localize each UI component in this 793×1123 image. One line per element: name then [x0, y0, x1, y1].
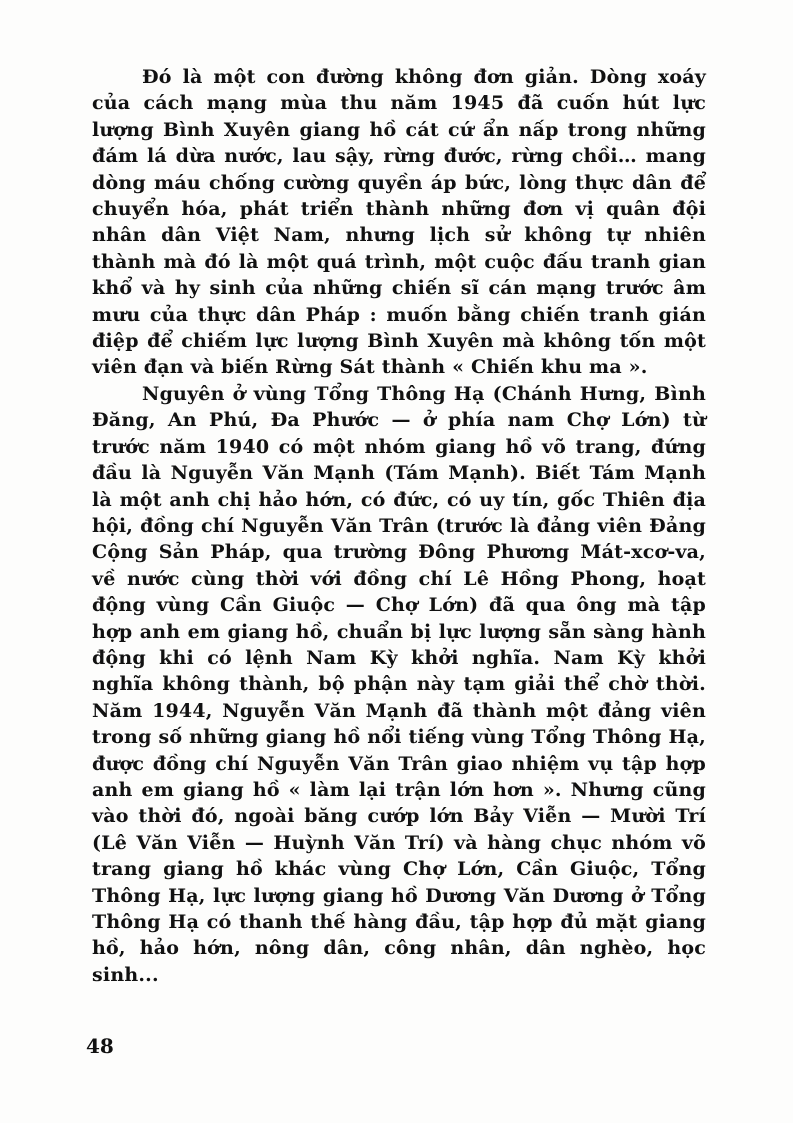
body-text [92, 64, 706, 988]
paragraph-1: Đó là một con đường không đơn giản. Dòng xoáy của cách mạng mùa thu năm 1945 đã cuốn hút lực lượng Bình Xuyên giang hồ cát cứ ẩn nấp trong những đám lá dừa nước, lau sậy, rừng đước, rừng chồi… mang dòng máu chống cường quyền áp bức, lòng thực dân để chuyển hóa, phát triển thành những đơn vị quân đội nhân dân Việt Nam, nhưng lịch sử không tự nhiên thành mà đó là một quá trình, một cuộc đấu tranh gian khổ và hy sinh của những chiến sĩ cán mạng trước âm mưu của thực dân Pháp : muốn bằng chiến tranh gián điệp để chiếm lực lượng Bình Xuyên mà không tốn một viên đạn và biến Rừng Sát thành « Chiến khu ma ». [92, 66, 706, 379]
page-number: 48 [86, 1034, 114, 1058]
paragraph-2: Nguyên ở vùng Tổng Thông Hạ (Chánh Hưng, Bình Đăng, An Phú, Đa Phước — ở phía nam Chợ Lớn) từ trước năm 1940 có một nhóm giang hồ võ trang, đứng đầu là Nguyễn Văn Mạnh (Tám Mạnh). Biết Tám Mạnh là một anh chị hảo hớn, có đức, có uy tín, gốc Thiên địa hội, đồng chí Nguyễn Văn Trân (trước là đảng viên Đảng Cộng Sản Pháp, qua trường Đông Phương Mát-xcơ-va, về nước cùng thời với đồng chí Lê Hồng Phong, hoạt động vùng Cần Giuộc — Chợ Lớn) đã qua ông mà tập hợp anh em giang hồ, chuẩn bị lực lượng sẵn sàng hành động khi có lệnh Nam Kỳ khởi nghĩa. Nam Kỳ khởi nghĩa không thành, bộ phận này tạm giải thể chờ thời. Năm 1944, Nguyễn Văn Mạnh đã thành một đảng viên trong số những giang hồ nổi tiếng vùng Tổng Thông Hạ, được đồng chí Nguyễn Văn Trân giao nhiệm vụ tập hợp anh em giang hồ « làm lại trận lớn hơn ». Nhưng cũng vào thời đó, ngoài băng cướp lớn Bảy Viễn — Mười Trí (Lê Văn Viễn — Huỳnh Văn Trí) và hàng chục nhóm võ trang giang hồ khác vùng Chợ Lớn, Cần Giuộc, Tổng Thông Hạ, lực lượng giang hồ Dương Văn Dương ở Tổng Thông Hạ có thanh thế hàng đầu, tập hợp đủ mặt giang hồ, hảo hớn, nông dân, công nhân, dân nghèo, học sinh... [92, 382, 706, 986]
